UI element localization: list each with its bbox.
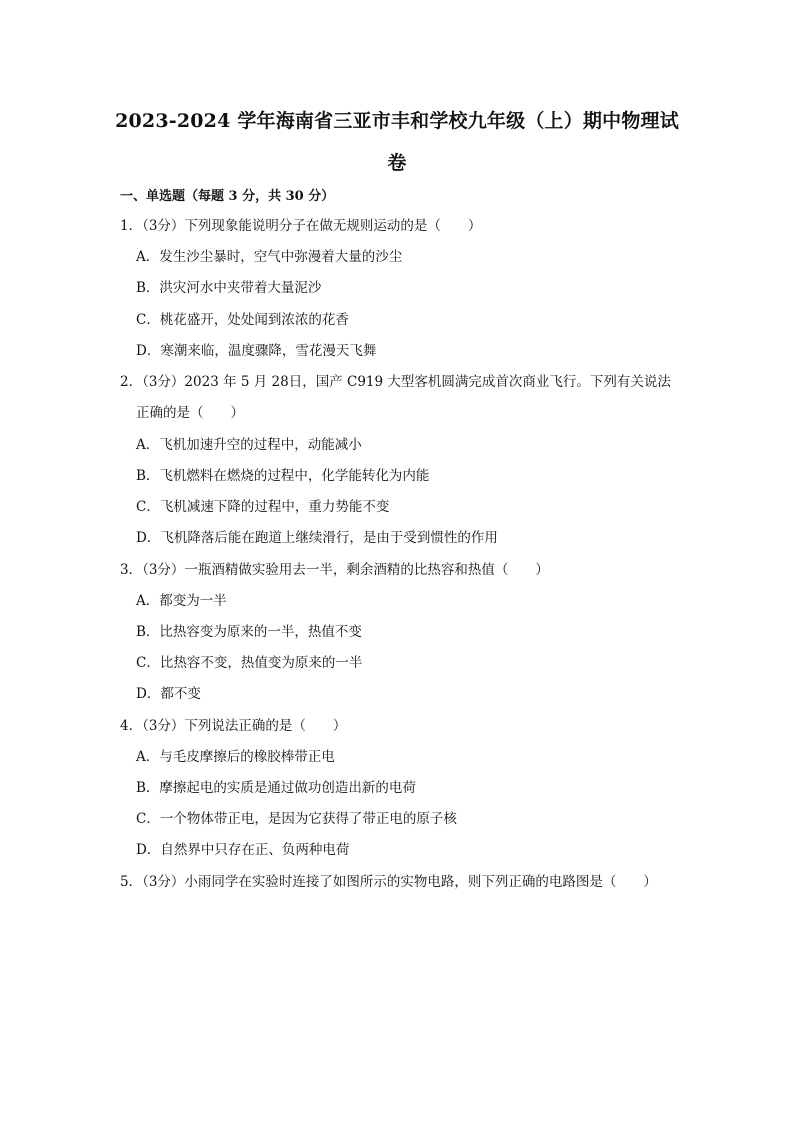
section-heading: 一、单选题（每题 3 分，共 30 分） bbox=[120, 189, 335, 204]
question-3-option-b: B．比热容变为原来的一半，热值不变 bbox=[136, 624, 362, 640]
question-1-stem: 1．（3分）下列现象能说明分子在做无规则运动的是（ ） bbox=[120, 218, 482, 234]
exam-title-line-1: 2023-2024 学年海南省三亚市丰和学校九年级（上）期中物理试 bbox=[115, 110, 679, 132]
question-1-option-b: B．洪灾河水中夹带着大量泥沙 bbox=[136, 280, 322, 296]
question-4-option-d: D．自然界中只存在正、负两种电荷 bbox=[136, 842, 350, 858]
question-2-option-a: A．飞机加速升空的过程中，动能减小 bbox=[136, 437, 362, 453]
question-4-option-c: C．一个物体带正电，是因为它获得了带正电的原子核 bbox=[136, 811, 457, 827]
question-3-stem: 3．（3分）一瓶酒精做实验用去一半，剩余酒精的比热容和热值（ ） bbox=[120, 562, 549, 578]
question-2-option-d: D．飞机降落后能在跑道上继续滑行，是由于受到惯性的作用 bbox=[136, 530, 498, 546]
question-2-option-c: C．飞机减速下降的过程中，重力势能不变 bbox=[136, 499, 390, 515]
question-2-stem-continued: 正确的是（ ） bbox=[136, 405, 244, 421]
question-1-option-c: C．桃花盛开，处处闻到浓浓的花香 bbox=[136, 312, 349, 328]
question-5-stem: 5．（3分）小雨同学在实验时连接了如图所示的实物电路，则下列正确的电路图是（ ） bbox=[120, 874, 657, 890]
question-2-option-b: B．飞机燃料在燃烧的过程中，化学能转化为内能 bbox=[136, 468, 430, 484]
question-2-stem: 2．（3分）2023 年 5 月 28日，国产 C919 大型客机圆满完成首次商业飞行。下列有关说法 bbox=[120, 374, 671, 390]
question-4-option-b: B．摩擦起电的实质是通过做功创造出新的电荷 bbox=[136, 780, 416, 796]
question-1-option-d: D．寒潮来临，温度骤降，雪花漫天飞舞 bbox=[136, 343, 377, 359]
question-3-option-a: A．都变为一半 bbox=[136, 593, 227, 609]
question-3-option-c: C．比热容不变，热值变为原来的一半 bbox=[136, 655, 363, 671]
exam-title-line-2: 卷 bbox=[387, 152, 407, 174]
question-4-stem: 4．（3分）下列说法正确的是（ ） bbox=[120, 718, 347, 734]
question-3-option-d: D．都不变 bbox=[136, 686, 201, 702]
question-1-option-a: A．发生沙尘暴时，空气中弥漫着大量的沙尘 bbox=[136, 249, 403, 265]
question-4-option-a: A．与毛皮摩擦后的橡胶棒带正电 bbox=[136, 749, 335, 765]
